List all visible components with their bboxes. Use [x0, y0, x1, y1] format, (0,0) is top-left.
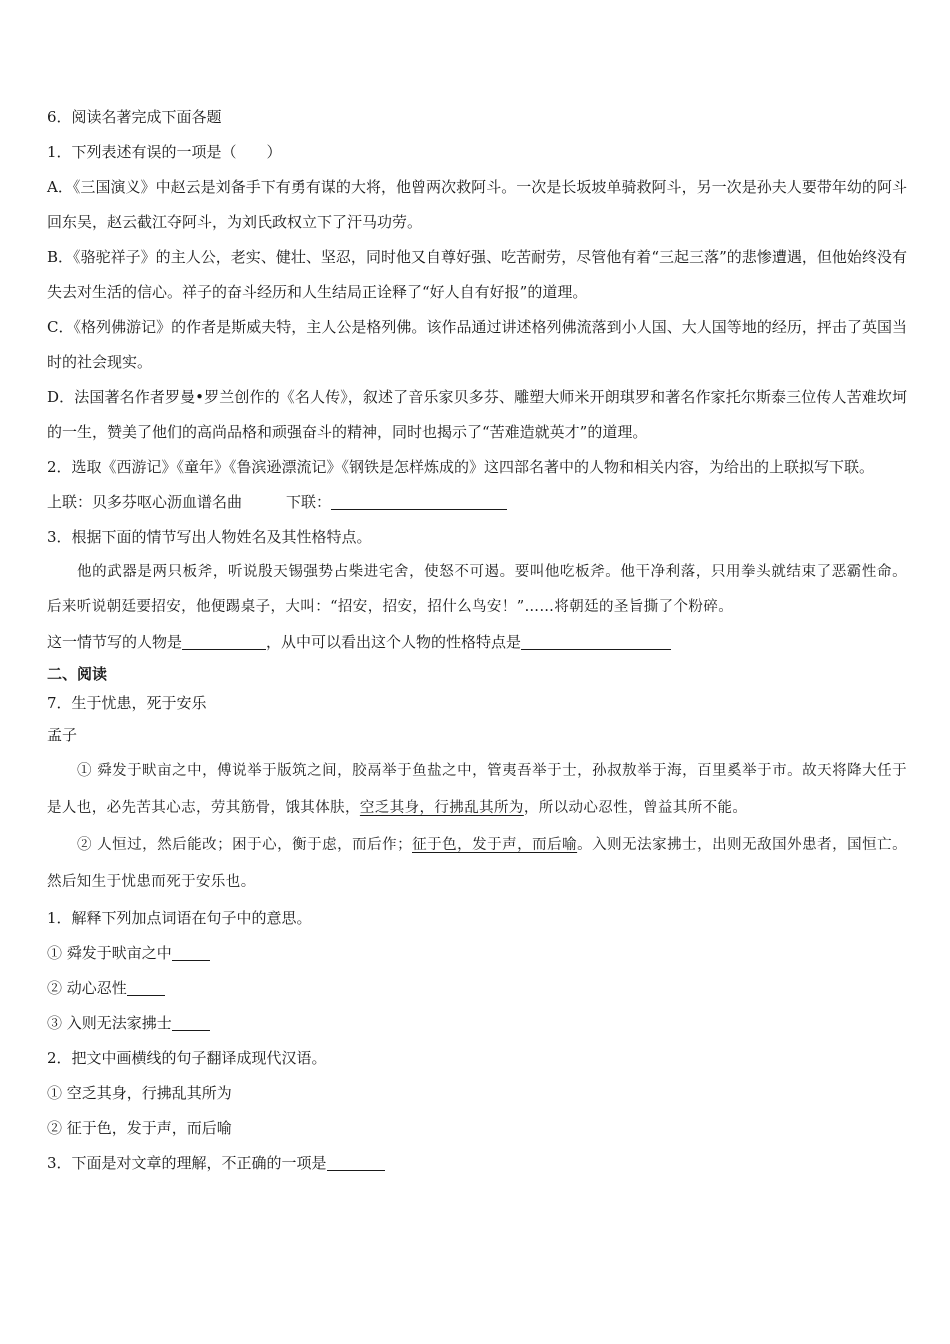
couplet-upper: 上联：贝多芬呕心沥血谱名曲 — [47, 493, 243, 511]
character-prompt: 这一情节写的人物是 — [47, 633, 183, 651]
q6-sub3-stem: 3．根据下面的情节写出人物姓名及其性格特点。 — [47, 528, 372, 546]
q6-sub3-answer-row — [47, 625, 907, 660]
answer-blank-2[interactable] — [127, 979, 165, 996]
underlined-sentence-2: 征于色，发于声，而后喻 — [412, 837, 578, 853]
answer-blank-1[interactable] — [172, 944, 210, 961]
q7-sub1-stem: 1．解释下列加点词语在句子中的意思。 — [47, 909, 312, 927]
passage-paragraph-2: ② 人恒过，然后能改；困于心，衡于虑，而后作；征于色，发于声，而后喻。入则无法家拂士，出则无敌国外患者，国恒亡。然后知生于忧患而死于安乐也。 — [47, 837, 907, 890]
q7-sub2-stem: 2．把文中画横线的句子翻译成现代汉语。 — [47, 1049, 327, 1067]
q6-sub2-stem: 2．选取《西游记》《童年》《鲁滨逊漂流记》《钢铁是怎样炼成的》这四部名著中的人物和相关内容，为给出的上联拟写下联。 — [47, 458, 875, 476]
q6-option-c: C．《格列佛游记》的作者是斯威夫特，主人公是格列佛。该作品通过讲述格列佛流落到小人国、大人国等地的经历，抨击了英国当时的社会现实。 — [47, 318, 907, 371]
passage-author: 孟子 — [47, 726, 78, 744]
underlined-sentence-1: 空乏其身，行拂乱其所为 — [359, 800, 524, 816]
trait-prompt: ，从中可以看出这个人物的性格特点是 — [266, 633, 522, 651]
q7-sub1-item-2: ② 动心忍性 — [47, 971, 907, 1006]
q6-option-d: D．法国著名作者罗曼•罗兰创作的《名人传》，叙述了音乐家贝多芬、雕塑大师米开朗琪罗和著名作家托尔斯泰三位传人苦难坎坷的一生，赞美了他们的高尚品格和顽强奋斗的精神，同时也揭示了“苦难造就英才”的道理。 — [47, 388, 907, 441]
q6-sub3-passage: 他的武器是两只板斧，听说殷天锡强势占柴进宅舍，使怒不可遏。要叫他吃板斧。他干净利落，只用拳头就结束了恶霸性命。后来听说朝廷要招安，他便踢桌子，大叫：“招安，招安，招什么鸟安！”……将朝廷的圣旨撕了个粉碎。 — [47, 564, 907, 615]
couplet-lower-blank[interactable] — [331, 493, 507, 510]
exam-page — [47, 100, 907, 1181]
q7-sub2-item-2: ② 征于色，发于声，而后喻 — [47, 1119, 232, 1137]
passage-paragraph-1: ① 舜发于畎亩之中，傅说举于版筑之间，胶鬲举于鱼盐之中，管夷吾举于士，孙叔敖举于海，百里奚举于市。故天将降大任于是人也，必先苦其心志，劳其筋骨，饿其体肤，空乏其身，行拂乱其所为，所以动心忍性，曾益其所不能。 — [47, 763, 907, 816]
character-name-blank[interactable] — [182, 633, 266, 650]
answer-blank-3[interactable] — [172, 1014, 210, 1031]
q6-option-b: B．《骆驼祥子》的主人公，老实、健壮、坚忍，同时他又自尊好强、吃苦耐劳，尽管他有着“三起三落”的悲惨遭遇，但他始终没有失去对生活的信心。祥子的奋斗经历和人生结局正诠释了“好人自有好报”的道理。 — [47, 248, 907, 301]
question-6-title: 6．阅读名著完成下面各题 — [47, 108, 222, 126]
q7-sub3-stem: 3．下面是对文章的理解，不正确的一项是 — [47, 1146, 907, 1181]
couplet-row — [47, 485, 907, 520]
q7-sub2-item-1: ① 空乏其身，行拂乱其所为 — [47, 1084, 232, 1102]
section-heading-reading: 二、阅读 — [47, 665, 108, 683]
question-7-title: 7．生于忧患，死于安乐 — [47, 694, 207, 712]
answer-blank-q3[interactable] — [327, 1154, 385, 1171]
q7-sub1-item-1: ① 舜发于畎亩之中 — [47, 936, 907, 971]
q6-sub1-stem: 1．下列表述有误的一项是（ ） — [47, 143, 282, 161]
q6-option-a: A．《三国演义》中赵云是刘备手下有勇有谋的大将，他曾两次救阿斗。一次是长坂坡单骑救阿斗，另一次是孙夫人要带年幼的阿斗回东吴，赵云截江夺阿斗，为刘氏政权立下了汗马功劳。 — [47, 178, 907, 231]
couplet-lower-label: 下联： — [286, 493, 332, 511]
q7-sub1-item-3: ③ 入则无法家拂士 — [47, 1006, 907, 1041]
character-trait-blank[interactable] — [521, 633, 671, 650]
